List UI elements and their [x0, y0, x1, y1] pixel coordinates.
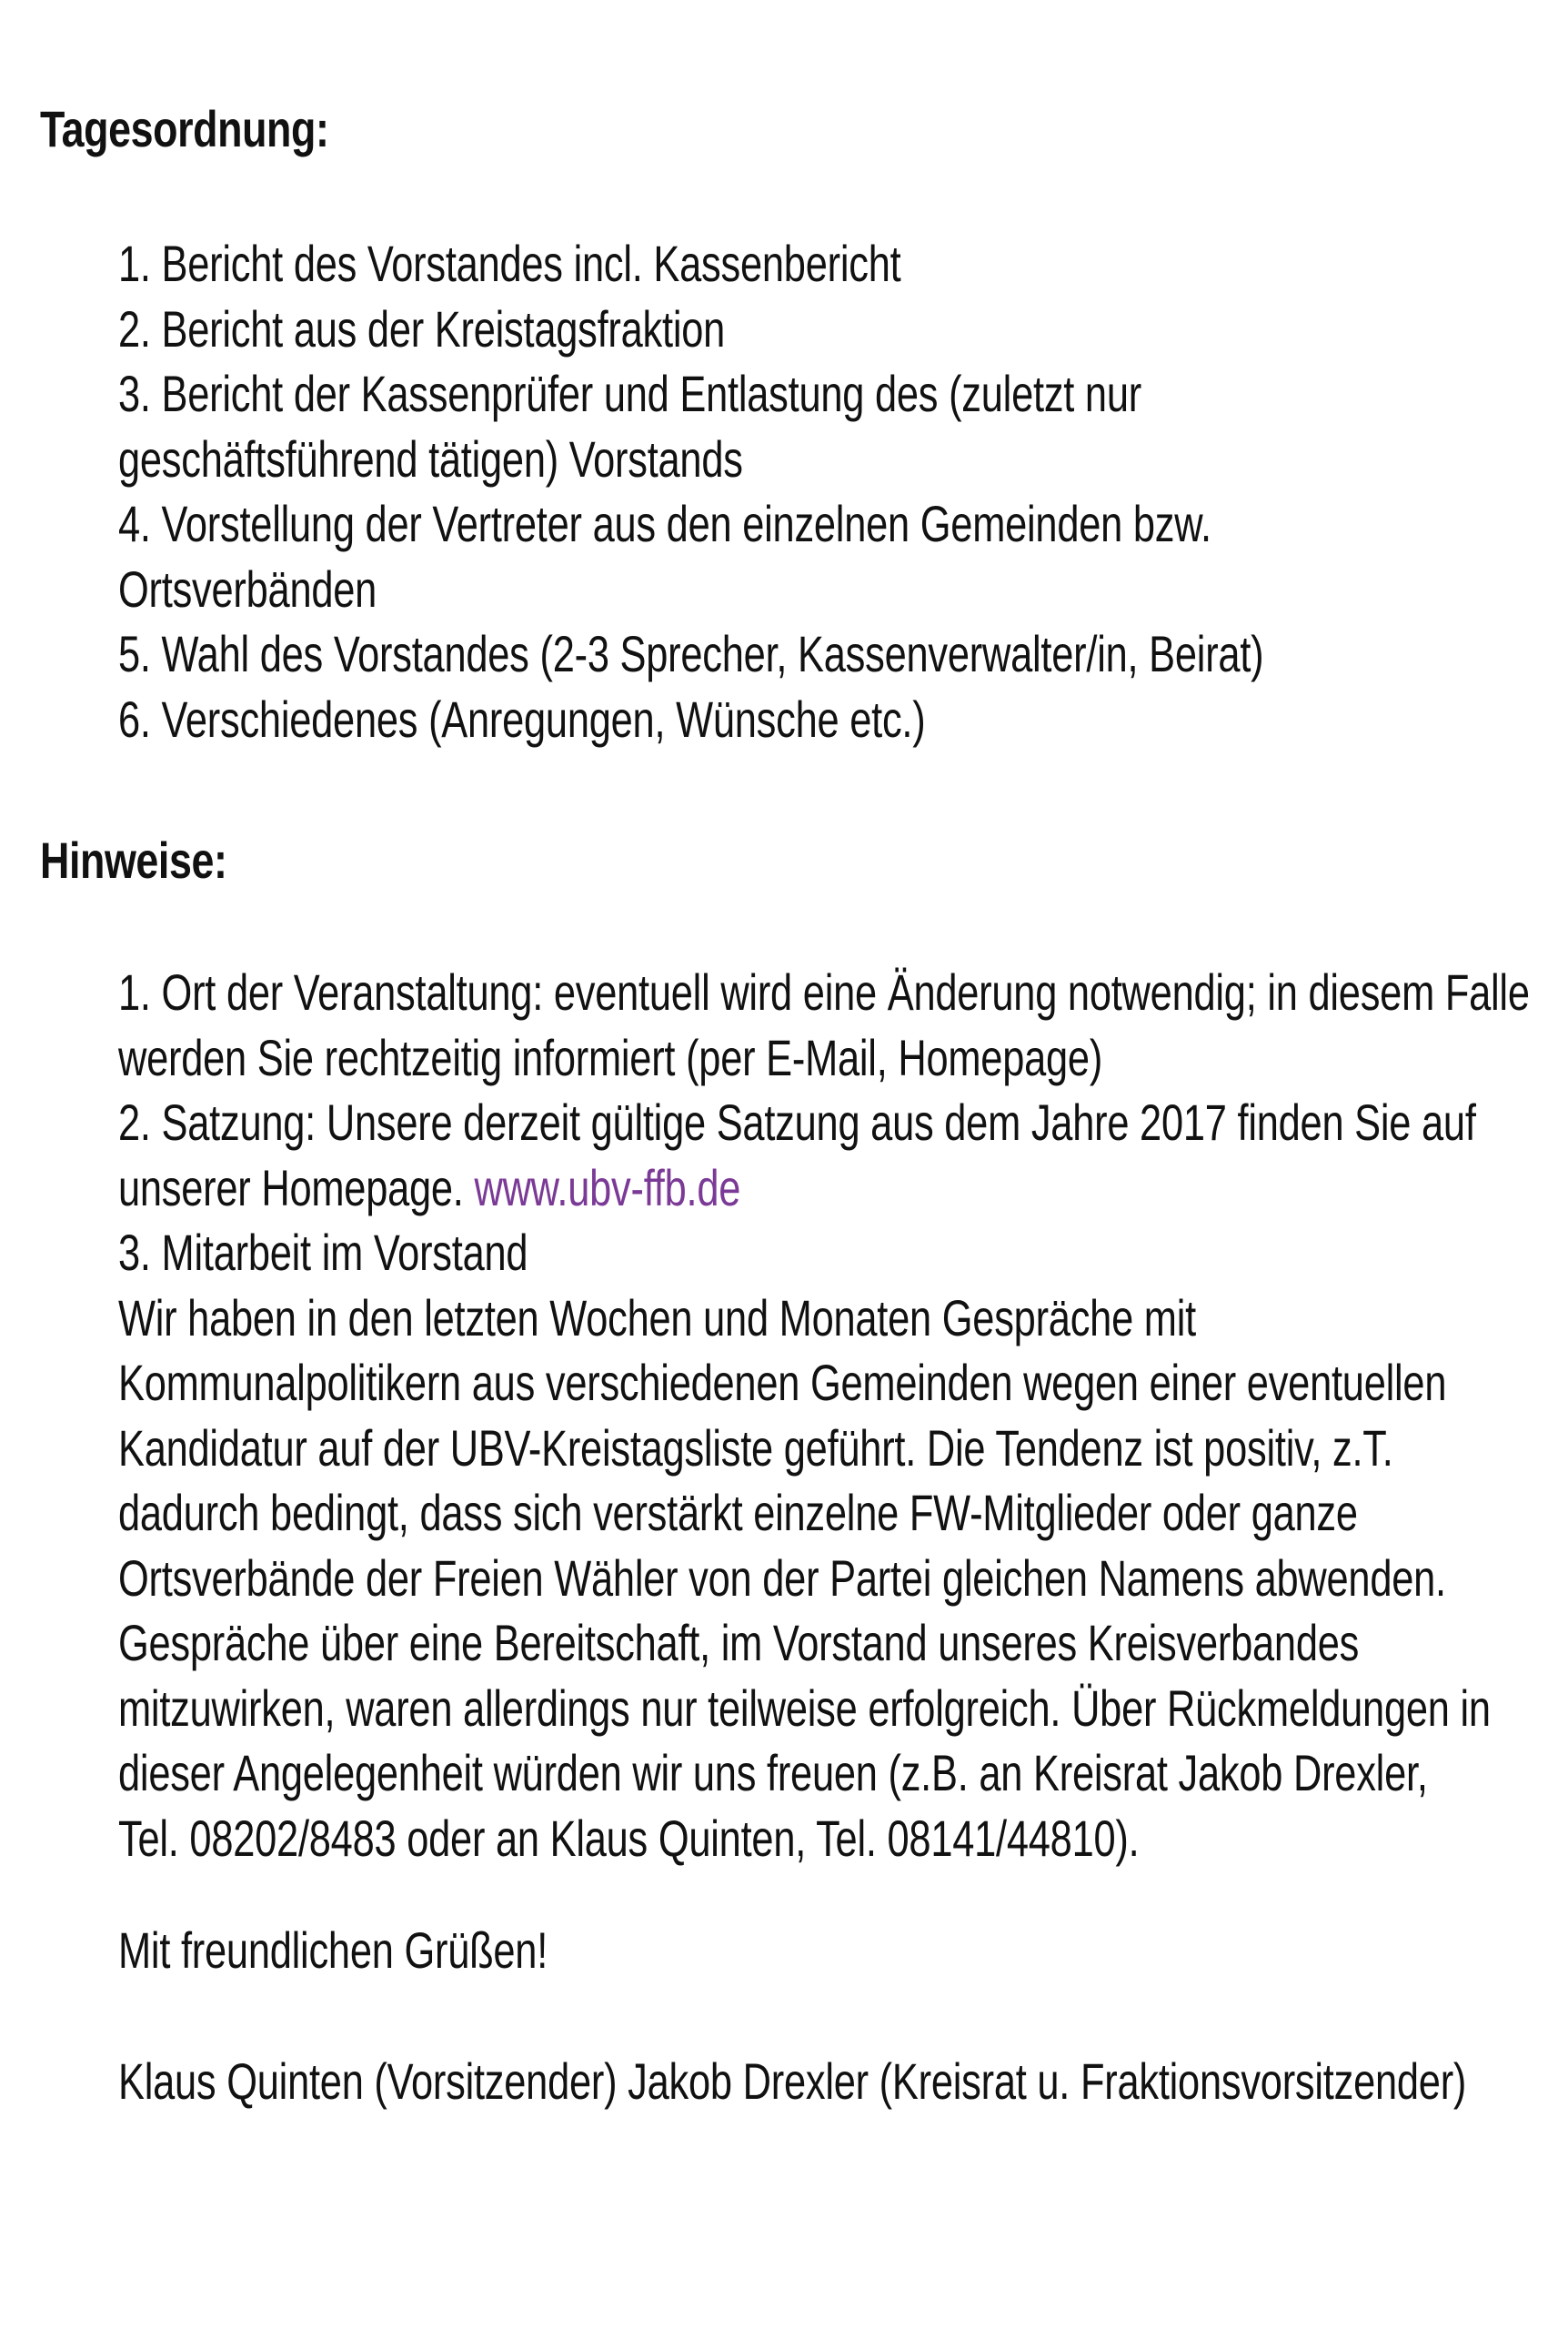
notes-list [118, 960, 1528, 1870]
note-3-text-3: Kandidatur auf der UBV-Kreistagsliste geführt. Die Tendenz ist positiv, z.T. [118, 1418, 1393, 1477]
note-1-cont: werden Sie rechtzeitig informiert (per E-Mail, Homepage) [118, 1028, 1103, 1086]
note-2-cont [118, 1155, 1528, 1221]
agenda-item-3-cont: geschäftsführend tätigen) Vorstands [118, 429, 743, 488]
greeting-text: Mit freundlichen Grüßen! [118, 1921, 548, 1979]
note-3-text-9: Tel. 08202/8483 oder an Klaus Quinten, Tel. 08141/44810). [118, 1809, 1140, 1867]
note-3-text-6: Gespräche über eine Bereitschaft, im Vorstand unseres Kreisverbandes [118, 1614, 1360, 1671]
closing-signature [118, 2049, 1528, 2114]
signature-text: Klaus Quinten (Vorsitzender) Jakob Drexler (Kreisrat u. Fraktionsvorsitzender) [118, 2052, 1467, 2110]
note-1: 1. Ort der Veranstaltung: eventuell wird eine Änderung notwendig; in diesem Falle [118, 963, 1530, 1021]
note-3-text-4: dadurch bedingt, dass sich verstärkt einzelne FW-Mitglieder oder ganze [118, 1484, 1358, 1541]
note-3-text-8: dieser Angelegenheit würden wir uns freuen (z.B. an Kreisrat Jakob Drexler, [118, 1744, 1428, 1801]
agenda-item-2: 2. Bericht aus der Kreistagsfraktion [118, 299, 726, 358]
homepage-link[interactable]: www.ubv-ffb.de [474, 1158, 741, 1216]
agenda-item-4: 4. Vorstellung der Vertreter aus den einzelnen Gemeinden bzw. [118, 495, 1211, 552]
note-3-title: 3. Mitarbeit im Vorstand [118, 1224, 528, 1281]
agenda-item-6: 6. Verschiedenes (Anregungen, Wünsche etc.) [118, 690, 926, 748]
agenda-item-3: 3. Bericht der Kassenprüfer und Entlastung des (zuletzt nur [118, 365, 1141, 422]
notes-heading: Hinweise: [40, 832, 227, 889]
note-3-text-5: Ortsverbände der Freien Wähler von der Partei gleichen Namens abwenden. [118, 1548, 1446, 1607]
closing-greeting [118, 1918, 1528, 1983]
agenda-item-4-cont: Ortsverbänden [118, 560, 377, 618]
note-2: 2. Satzung: Unsere derzeit gültige Satzung aus dem Jahre 2017 finden Sie auf [118, 1094, 1476, 1151]
note-3-text-1: Wir haben in den letzten Wochen und Monaten Gespräche mit [118, 1288, 1196, 1346]
agenda-item-1: 1. Bericht des Vorstandes incl. Kassenbericht [118, 235, 901, 292]
agenda-heading: Tagesordnung: [40, 100, 329, 157]
agenda-list [118, 231, 1528, 751]
agenda-item-5: 5. Wahl des Vorstandes (2-3 Sprecher, Kassenverwalter/in, Beirat) [118, 625, 1264, 682]
note-3-text-2: Kommunalpolitikern aus verschiedenen Gemeinden wegen einer eventuellen [118, 1354, 1447, 1411]
note-2-cont-text: unserer Homepage. [118, 1158, 475, 1216]
note-3-text-7: mitzuwirken, waren allerdings nur teilweise erfolgreich. Über Rückmeldungen in [118, 1679, 1491, 1737]
